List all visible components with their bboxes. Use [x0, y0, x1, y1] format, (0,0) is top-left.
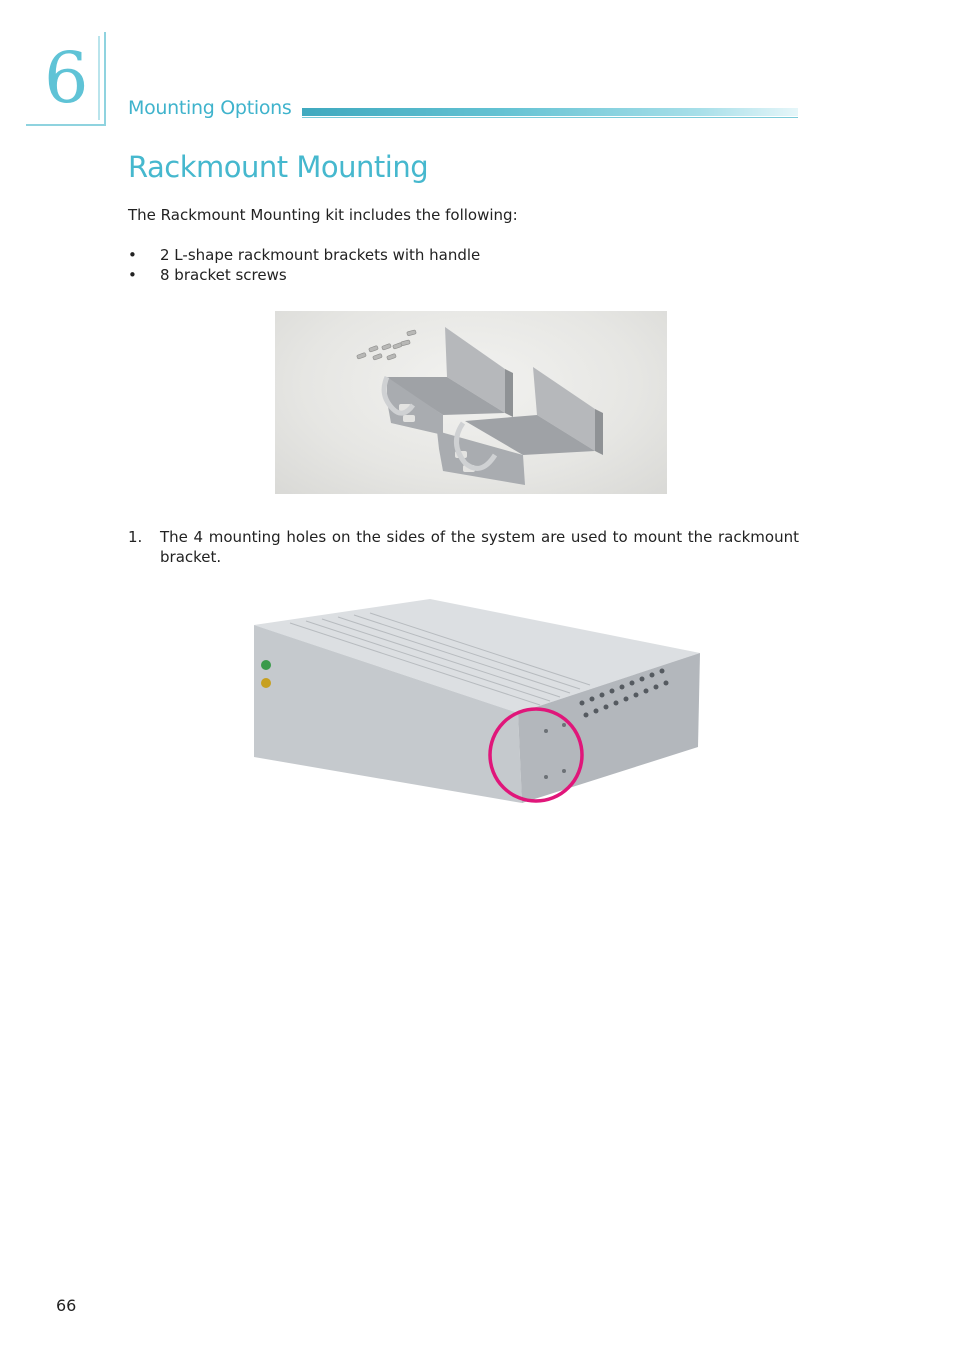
chapter-number: 6 — [44, 37, 89, 119]
section-bar — [302, 108, 798, 116]
step-number: 1. — [128, 528, 143, 546]
page-title: Rackmount Mounting — [128, 150, 429, 184]
list-item — [128, 245, 480, 265]
page-number: 66 — [56, 1296, 77, 1315]
chassis-illustration — [250, 597, 702, 807]
list-item — [128, 265, 480, 285]
step-text: The 4 mounting holes on the sides of the system are used to mount the rackmount bracket. — [160, 528, 799, 566]
system-photo — [250, 597, 702, 807]
bullet-icon: • — [128, 266, 137, 284]
section-label: Mounting Options — [128, 97, 292, 119]
brackets-photo — [275, 311, 667, 494]
bullet-icon: • — [128, 246, 137, 264]
list-item-text: 2 L-shape rackmount brackets with handle — [160, 246, 481, 264]
list-item-text: 8 bracket screws — [160, 266, 287, 284]
kit-list — [128, 245, 480, 285]
brackets-illustration — [275, 311, 667, 494]
intro-paragraph: The Rackmount Mounting kit includes the following: — [128, 206, 518, 224]
step-1 — [128, 527, 799, 567]
section-bar-line — [302, 117, 798, 118]
